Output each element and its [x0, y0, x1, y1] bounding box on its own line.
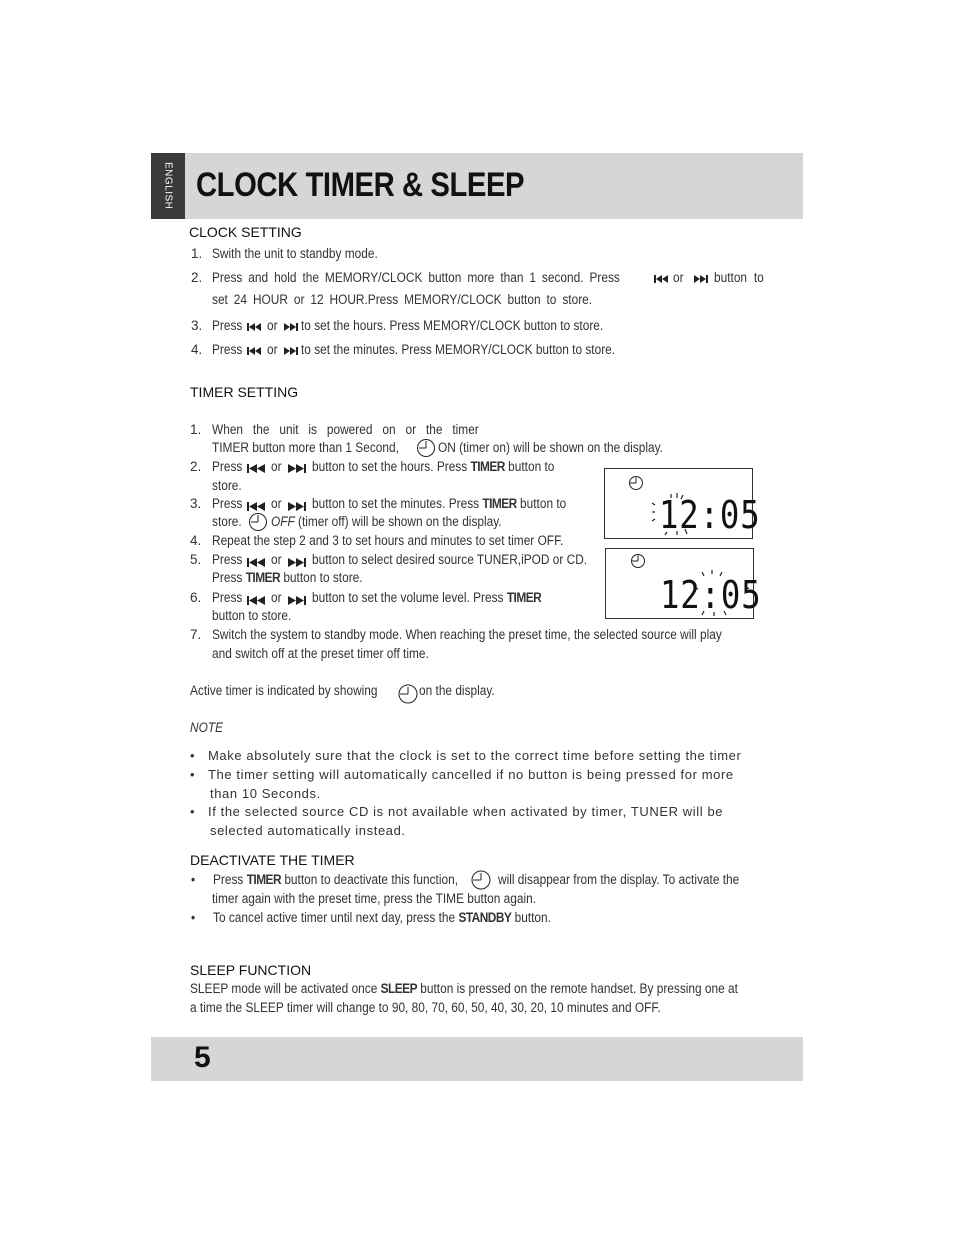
deactivate-bullet-1-cont: timer again with the preset time, press the TIME button again. [212, 891, 537, 906]
deactivate-heading: DEACTIVATE THE TIMER [190, 852, 355, 868]
or-text: or [267, 318, 278, 333]
press-text: Press [212, 590, 243, 605]
skip-next-icon [284, 322, 298, 332]
press-text: Press [212, 552, 243, 567]
press-text: Press [212, 459, 243, 474]
off-text: OFF [271, 514, 295, 529]
deactivate-text: To cancel active timer until next day, press the [213, 910, 456, 925]
or-text: or [271, 590, 282, 605]
or-text: or [673, 270, 684, 285]
skip-prev-icon [247, 322, 261, 332]
lcd-time: 12:05 [660, 573, 762, 617]
step-number: 4. [191, 342, 203, 357]
clock-icon [630, 477, 643, 490]
clock-step-4: to set the minutes. Press MEMORY/CLOCK button to store. [301, 342, 616, 357]
lcd-minutes: 05 [720, 573, 762, 617]
note-heading: NOTE [190, 720, 224, 735]
step-number: 6. [190, 590, 202, 605]
skip-prev-icon [247, 463, 265, 474]
sleep-keyword: SLEEP [380, 981, 417, 996]
language-tab-label-wrap [151, 153, 185, 219]
clock-step-2 [212, 270, 643, 285]
skip-prev-icon [247, 595, 265, 606]
skip-next-icon [288, 463, 306, 474]
footer-bar [151, 1037, 803, 1081]
timer-step-5: button to select desired source TUNER,iPOD or CD. [312, 552, 588, 567]
timer-keyword: TIMER [482, 496, 517, 511]
timer-keyword: TIMER [506, 590, 542, 605]
lcd-minutes: 05 [719, 493, 761, 537]
sleep-text: SLEEP mode will be activated once [190, 981, 378, 996]
timer-keyword: TIMER [470, 459, 505, 474]
page-number: 5 [194, 1041, 211, 1074]
sleep-line-1 [190, 981, 738, 996]
language-tab-label: ENGLISH [162, 162, 174, 210]
timer-keyword: TIMER [246, 872, 282, 887]
timer-setting-heading: TIMER SETTING [190, 384, 299, 400]
press-text: Press [212, 496, 243, 511]
timer-step-3-text: button to set the minutes. Press [312, 496, 480, 511]
lcd-display-minutes-blinking [605, 548, 762, 619]
timer-step-2 [312, 459, 554, 474]
timer-off-text: (timer off) will be shown on the display. [298, 514, 502, 529]
timer-step-7: Switch the system to standby mode. When reaching the preset time, the selected source will play [212, 627, 722, 642]
deactivate-text: button to deactivate this function, [284, 872, 459, 887]
note-bullet-3: If the selected source CD is not available when activated by timer, TUNER will be [208, 804, 724, 819]
timer-step-1: When the unit is powered on or the timer [212, 422, 479, 437]
timer-step-3 [312, 496, 566, 511]
or-text: or [267, 342, 278, 357]
skip-next-icon [288, 557, 306, 568]
press-text: Press [212, 318, 243, 333]
sleep-line-2: a time the SLEEP timer will change to 90, 80, 70, 60, 50, 40, 30, 20, 10 minutes and OFF. [190, 1000, 661, 1015]
page-title: CLOCK TIMER & SLEEP [196, 166, 525, 204]
clock-icon [470, 869, 492, 891]
skip-next-icon [288, 501, 306, 512]
button-text: button. [514, 910, 551, 925]
skip-prev-icon [247, 346, 261, 356]
deactivate-bullet-2 [213, 910, 551, 925]
clock-step-2-cont: set 24 HOUR or 12 HOUR.Press MEMORY/CLOCK button to store. [212, 292, 593, 307]
bullet: • [190, 767, 196, 782]
standby-keyword: STANDBY [458, 910, 512, 925]
press-text: Press [212, 342, 243, 357]
deactivate-bullet-1-end: will disappear from the display. To activate the [498, 872, 740, 887]
timer-step-1-cont: TIMER button more than 1 Second, [212, 440, 399, 455]
store-text: store. [212, 514, 242, 529]
sleep-heading: SLEEP FUNCTION [190, 962, 312, 978]
timer-step-6 [312, 590, 541, 605]
deactivate-bullet-1 [213, 872, 458, 887]
clock-step-2-end: button to [714, 270, 764, 285]
step-number: 2. [190, 459, 202, 474]
store-text: button to store. [283, 570, 363, 585]
timer-step-6-cont: button to store. [212, 608, 292, 623]
step-number: 1. [190, 422, 202, 437]
bullet: • [191, 872, 196, 887]
sleep-text-end: button is pressed on the remote handset. By pressing one at [420, 981, 738, 996]
step-number: 4. [190, 533, 202, 548]
lcd-time: 12:05 [659, 493, 761, 537]
note-bullet-3-cont: selected automatically instead. [210, 823, 406, 838]
step-number: 3. [190, 496, 202, 511]
step-number: 2. [191, 270, 203, 285]
timer-step-2-cont: store. [212, 478, 242, 493]
clock-setting-heading: CLOCK SETTING [189, 224, 302, 240]
clock-icon [416, 438, 436, 458]
clock-icon [248, 512, 268, 532]
clock-icon [632, 555, 645, 568]
clock-step-2-text: Press and hold the MEMORY/CLOCK button more than 1 second. Press [212, 270, 620, 285]
note-bullet-2: The timer setting will automatically cancelled if no button is being pressed for more [208, 767, 734, 782]
note-bullet-2-cont: than 10 Seconds. [210, 786, 321, 801]
clock-icon [397, 683, 419, 705]
or-text: or [271, 496, 282, 511]
step-number: 7. [190, 627, 202, 642]
clock-step-3: to set the hours. Press MEMORY/CLOCK button to store. [301, 318, 604, 333]
bullet: • [190, 804, 196, 819]
or-text: or [271, 552, 282, 567]
skip-prev-icon [247, 501, 265, 512]
skip-next-icon [694, 274, 708, 284]
lcd-hours: 12 [659, 493, 700, 537]
active-timer-text: Active timer is indicated by showing [190, 683, 378, 698]
lcd-display-hours-blinking [604, 468, 761, 539]
step-number: 5. [190, 552, 202, 567]
timer-on-text: ON (timer on) will be shown on the display. [438, 440, 663, 455]
timer-keyword: TIMER [245, 570, 281, 585]
step-number: 3. [191, 318, 203, 333]
note-bullet-1: Make absolutely sure that the clock is set to the correct time before setting the timer [208, 748, 742, 763]
timer-step-2-text-end: button to [508, 459, 555, 474]
active-timer-text-end: on the display. [419, 683, 495, 698]
skip-next-icon [284, 346, 298, 356]
step-number: 1. [191, 246, 203, 261]
timer-step-6-text: button to set the volume level. Press [312, 590, 504, 605]
bullet: • [191, 910, 196, 925]
press-text: Press [213, 872, 244, 887]
timer-step-2-text: button to set the hours. Press [312, 459, 468, 474]
clock-step-1: Swith the unit to standby mode. [212, 246, 378, 261]
skip-next-icon [288, 595, 306, 606]
timer-step-5-cont [212, 570, 363, 585]
timer-step-7-cont: and switch off at the preset timer off time. [212, 646, 429, 661]
skip-prev-icon [247, 557, 265, 568]
timer-step-4: Repeat the step 2 and 3 to set hours and minutes to set timer OFF. [212, 533, 564, 548]
press-text: Press [212, 570, 243, 585]
lcd-hours: 12 [660, 573, 701, 617]
or-text: or [271, 459, 282, 474]
skip-prev-icon [654, 274, 668, 284]
timer-step-3-text-end: button to [520, 496, 567, 511]
bullet: • [190, 748, 196, 763]
